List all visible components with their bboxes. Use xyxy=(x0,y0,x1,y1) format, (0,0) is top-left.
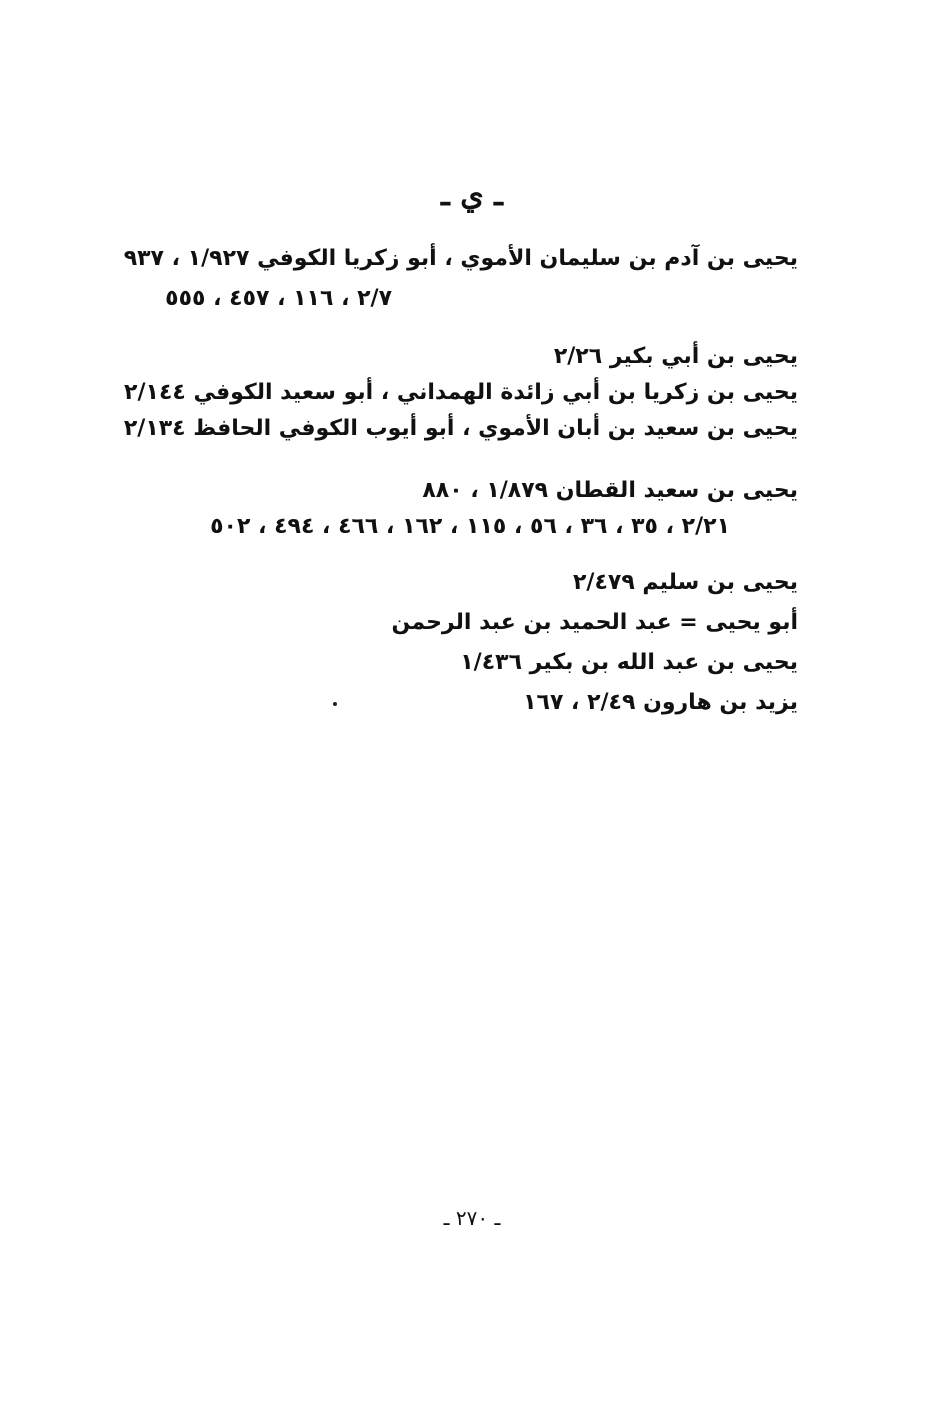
index-entry: يزيد بن هارون ٢/٤٩ ، ١٦٧ xyxy=(523,690,798,715)
index-entry-continuation: ٢/٢١ ، ٣٥ ، ٣٦ ، ٥٦ ، ١١٥ ، ١٦٢ ، ٤٦٦ ، ٤٩٤ ، ٥٠٢ xyxy=(210,514,730,539)
index-entry: أبو يحيى = عبد الحميد بن عبد الرحمن xyxy=(391,610,798,635)
index-entry: يحيى بن سعيد بن أبان الأموي ، أبو أيوب الكوفي الحافظ ٢/١٣٤ xyxy=(123,416,798,441)
index-entry: يحيى بن عبد الله بن بكير ١/٤٣٦ xyxy=(460,650,798,675)
index-entry-continuation: ٢/٧ ، ١١٦ ، ٤٥٧ ، ٥٥٥ xyxy=(165,286,392,311)
ink-speck xyxy=(333,702,337,706)
page-number: ـ ٢٧٠ ـ xyxy=(443,1206,501,1230)
index-entry: يحيى بن أبي بكير ٢/٢٦ xyxy=(553,344,798,369)
index-entry: يحيى بن آدم بن سليمان الأموي ، أبو زكريا الكوفي ١/٩٢٧ ، ٩٣٧ xyxy=(123,246,798,271)
index-entry: يحيى بن سليم ٢/٤٧٩ xyxy=(573,570,798,595)
index-entry: يحيى بن زكريا بن أبي زائدة الهمداني ، أبو سعيد الكوفي ٢/١٤٤ xyxy=(124,380,798,405)
section-letter-heading: ـ ي ـ xyxy=(441,178,503,213)
index-entry: يحيى بن سعيد القطان ١/٨٧٩ ، ٨٨٠ xyxy=(422,478,798,503)
